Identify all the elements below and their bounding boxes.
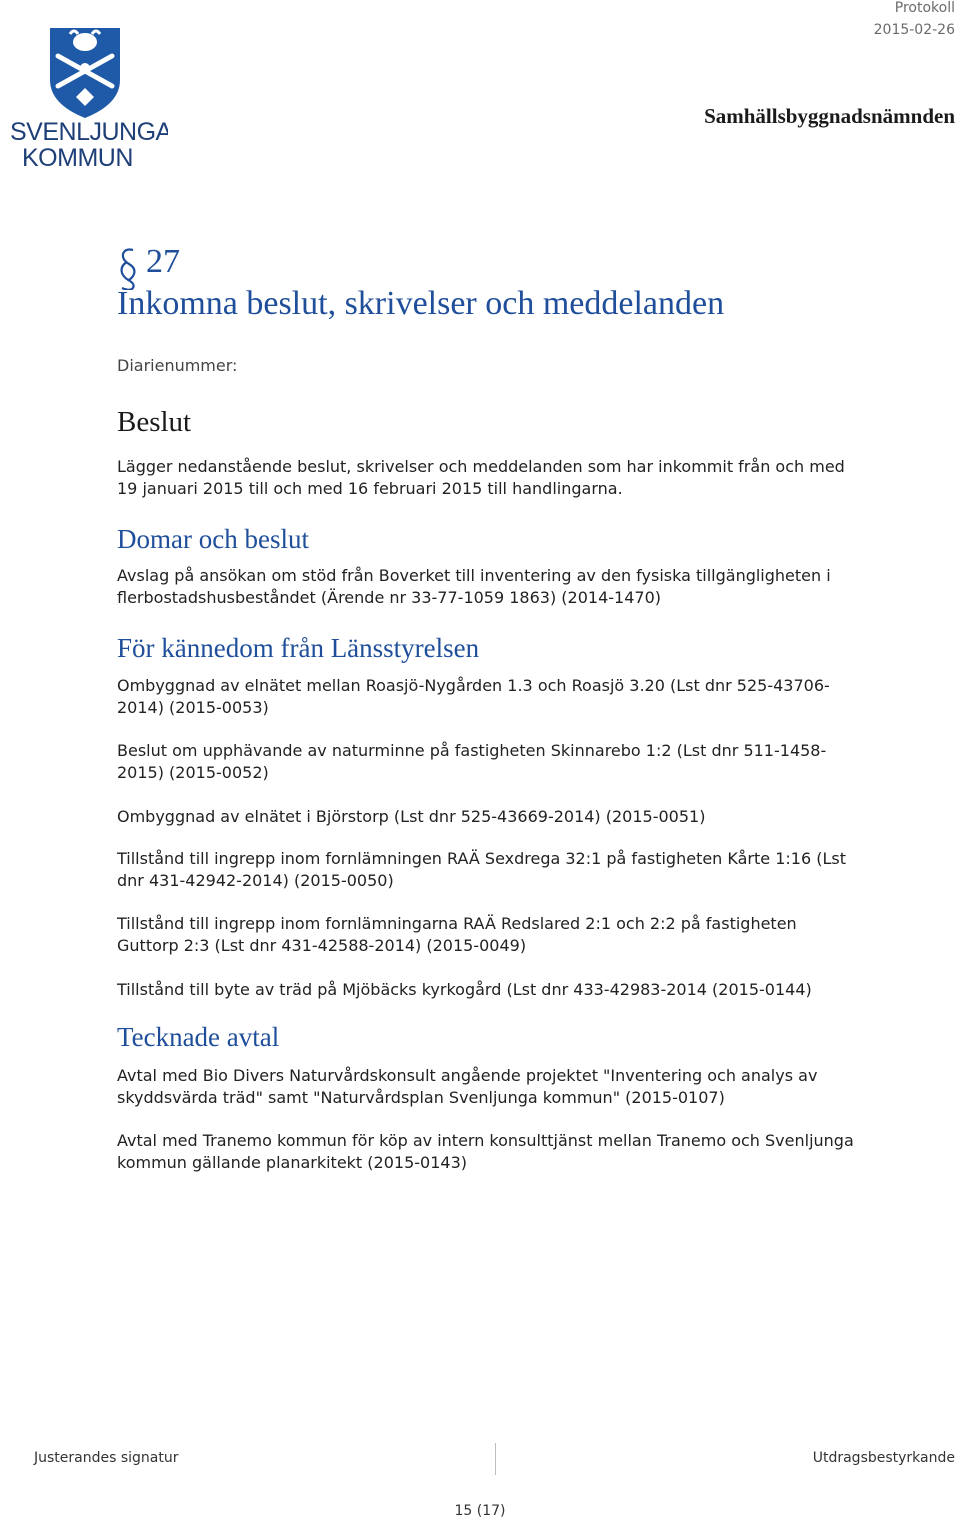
domar-heading: Domar och beslut: [117, 524, 309, 554]
list-item: Avtal med Bio Divers Naturvårdskonsult angående projektet "Inventering och analys av skyddsvärda träd" samt "Naturvårdsplan Svenljunga kommun" (2015-0107): [117, 1066, 818, 1107]
list-item: Ombyggnad av elnätet mellan Roasjö-Nygården 1.3 och Roasjö 3.20 (Lst dnr 525-43706-2014) (2015-0053): [117, 676, 830, 717]
list-item: Tillstånd till byte av träd på Mjöbäcks kyrkogård (Lst dnr 433-42983-2014 (2015-0144): [117, 980, 812, 999]
list-item: Ombyggnad av elnätet i Björstorp (Lst dnr 525-43669-2014) (2015-0051): [117, 807, 706, 826]
paragraph-sign-icon: [117, 246, 139, 290]
footer-divider: [495, 1443, 496, 1475]
list-item: Tillstånd till ingrepp inom fornlämningen RAÄ Sexdrega 32:1 på fastigheten Kårte 1:16 (Lst dnr 431-42942-2014) (2015-0050): [117, 849, 846, 890]
list-item: Tillstånd till ingrepp inom fornlämningarna RAÄ Redslared 2:1 och 2:2 på fastigheten Guttorp 2:3 (Lst dnr 431-42588-2014) (2015-0049): [117, 914, 797, 955]
svenljunga-kommun-logo: [8, 22, 168, 172]
certification-label: Utdragsbestyrkande: [812, 1450, 955, 1466]
coat-of-arms-icon: [8, 22, 168, 172]
list-item: Avslag på ansökan om stöd från Boverket till inventering av den fysiska tillgängligheten i flerbostadshusbeståndet (Ärende nr 33-77-1059 1863) (2014-1470): [117, 566, 831, 607]
kannedom-heading: För kännedom från Länsstyrelsen: [117, 633, 480, 663]
list-item: Beslut om upphävande av naturminne på fastigheten Skinnarebo 1:2 (Lst dnr 511-1458-2015) (2015-0052): [117, 741, 827, 782]
document-date: 2015-02-26: [873, 22, 955, 38]
committee-name: Samhällsbyggnadsnämnden: [704, 104, 955, 128]
decision-text: Lägger nedanstående beslut, skrivelser och meddelanden som har inkommit från och med 19 januari 2015 till och med 16 februari 2015 till handlingarna.: [117, 457, 845, 498]
page-number: 15 (17): [454, 1503, 506, 1519]
document-type: Protokoll: [894, 0, 955, 16]
svg-text:KOMMUN: KOMMUN: [22, 144, 133, 172]
svg-text:SVENLJUNGA: SVENLJUNGA: [10, 118, 168, 146]
avtal-heading: Tecknade avtal: [117, 1022, 280, 1052]
diary-number-label: Diarienummer:: [117, 356, 238, 375]
list-item: Avtal med Tranemo kommun för köp av intern konsulttjänst mellan Tranemo och Svenljunga kommun gällande planarkitekt (2015-0143): [117, 1131, 854, 1172]
section-number: 27: [146, 243, 180, 280]
signature-label: Justerandes signatur: [34, 1450, 179, 1466]
decision-heading: Beslut: [117, 406, 192, 438]
section-title: Inkomna beslut, skrivelser och meddelanden: [117, 285, 725, 322]
